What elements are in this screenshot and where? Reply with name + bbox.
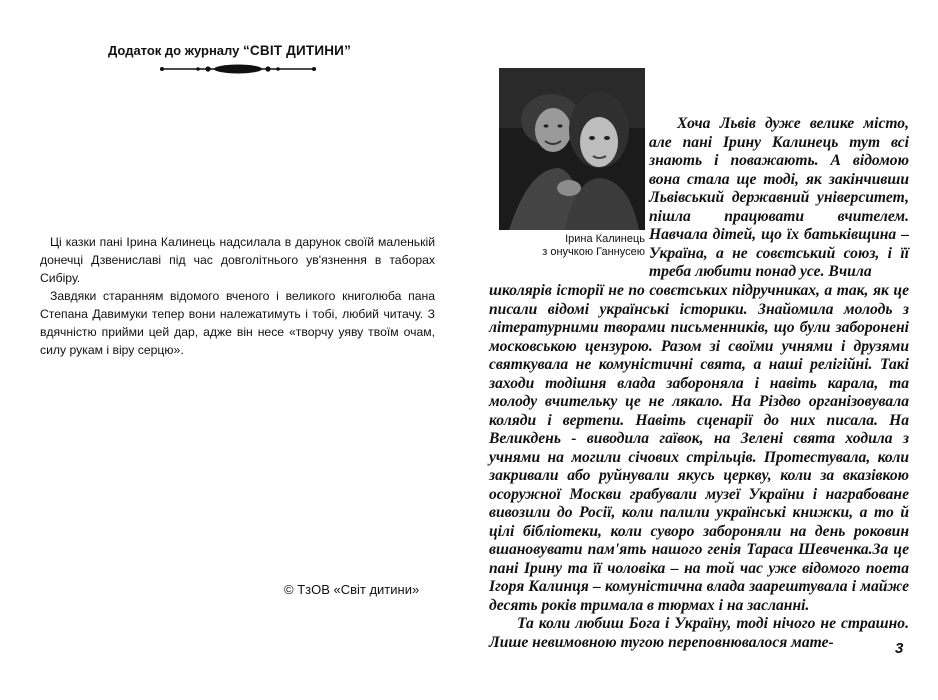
wrapped-paragraph-text: Хоча Львів дуже велике місто, але пані Ірину Калинець тут всі знають і поважають. А відомою вона стала ще тоді, як закінчивши Львівський державний університет, пішла працювати вчителем. Навчала дітей, що їх батьківщина – Україна, а не совєтський союз, і її треба любити понад усе. Вчила	[649, 115, 909, 280]
intro-paragraph-2: Завдяки старанням відомого вченого і великого книголюба пана Степана Давимуки тепер вони належатимуть і тобі, любий читачу. З вдячністю прийми цей дар, адже він несе «творчу уяву твоїм очам, силу рукам і віру серцю».	[40, 289, 435, 357]
wrapped-paragraph	[649, 115, 909, 282]
ornament-divider-icon	[158, 62, 318, 76]
main-text	[489, 282, 909, 652]
last-paragraph: Та коли любиш Бога і Україну, тоді нічого не страшно. Лише невимовною тугою переповнювалося мате-	[489, 615, 909, 651]
main-paragraph: школярів історії не по совєтських підручниках, а так, як це писали відомі українські історики. Знайомила молодь з літературними творами письменників, що були заборонені московською цензурою. Разом зі своїми учнями і друзями святкувала не комуністичні свята, а наші релігійні. Такі заходи тодішня влада забороняла і навіть карала, та молоду вчительку це не лякало. На Різдво організовувала коляди і вертепи. Навіть сценарії до них писала. На Великдень - виводила гаївок, на Зелені свята ходила з учнями на могили січових стрільців. Протестувала, коли закривали або руйнували якусь церкву, коли за вказівкою осоружної Москви грабували музеї України і награбоване вивозили до Росії, коли палили українські книжки, а то й цілі бібліотеки, коли суворо забороняли на день роковин вшановувати пам'ять нашого генія Тараса Шевченка.За це пані Ірину та її чоловіка – на той час уже відомого поета Ігоря Калинця – комуністична влада заарештувала і майже десять років тримала в тюрмах і на засланні.	[489, 282, 909, 614]
caption-line-1: Ірина Калинець	[565, 233, 645, 245]
copyright-notice: © ТзОВ «Світ дитини»	[284, 582, 420, 597]
page-number: 3	[895, 640, 904, 657]
portrait-photo-icon	[499, 68, 645, 230]
right-page	[469, 0, 938, 700]
portrait-photo	[499, 68, 645, 230]
intro-paragraph-1: Ці казки пані Ірина Калинець надсилала в дарунок своїй маленькій донечці Дзвениславі під час довголітнього ув'язнення в таборах Сибіру.	[40, 235, 435, 285]
header-journal-title: “СВІТ ДИТИНИ”	[242, 43, 352, 58]
caption-line-2: з онучкою Ганнусею	[542, 246, 645, 258]
intro-text	[40, 233, 435, 359]
photo-caption	[499, 233, 645, 259]
header-prefix: Додаток до журналу	[108, 43, 243, 58]
journal-header	[108, 43, 368, 58]
